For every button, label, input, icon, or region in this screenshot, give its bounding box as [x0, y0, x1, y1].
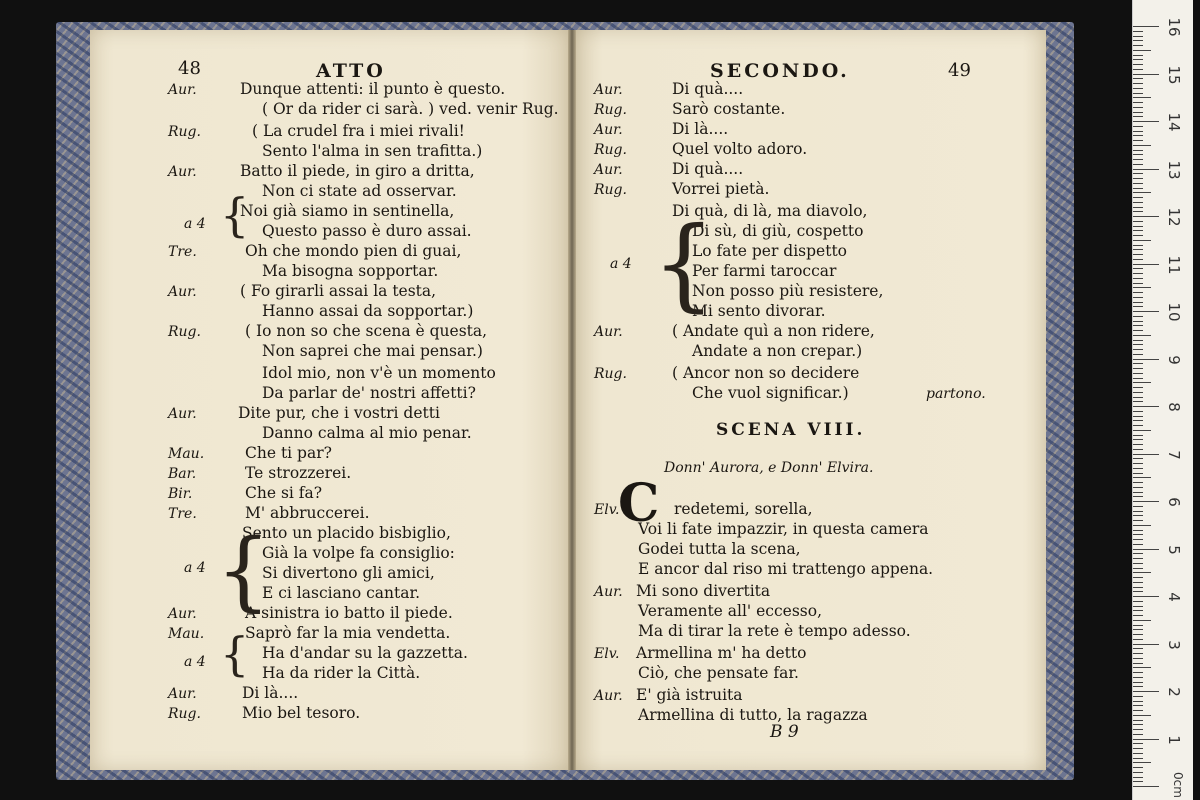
- verse-line: ( La crudel fra i miei rivali!: [252, 122, 465, 140]
- ruler-tick: [1133, 515, 1143, 516]
- ruler-tick: [1133, 36, 1143, 37]
- verse-line: Veramente all' eccesso,: [638, 602, 822, 620]
- ruler-tick: [1133, 715, 1151, 716]
- ruler-tick: [1133, 178, 1143, 179]
- ensemble-label: a 4: [184, 654, 206, 670]
- right-page: [574, 30, 1046, 770]
- ruler-tick: [1133, 83, 1143, 84]
- ruler-tick: [1133, 658, 1143, 659]
- ruler-tick: [1133, 777, 1143, 778]
- verse-line: Ciò, che pensate far.: [638, 664, 799, 682]
- ruler-tick: [1133, 701, 1143, 702]
- ruler-tick: [1133, 230, 1143, 231]
- ruler-tick: [1133, 31, 1143, 32]
- ruler-tick: [1133, 316, 1143, 317]
- ruler-tick: [1133, 273, 1143, 274]
- ruler-tick: [1133, 667, 1151, 668]
- speaker-label: Rug.: [168, 124, 201, 140]
- ruler-tick: [1133, 549, 1159, 550]
- ruler-tick: [1133, 202, 1143, 203]
- verse-line: Di quà, di là, ma diavolo,: [672, 202, 868, 220]
- measurement-ruler: [1132, 0, 1193, 800]
- speaker-label: Bir.: [168, 486, 193, 502]
- ruler-number: 11: [1165, 254, 1183, 275]
- verse-line: Quel volto adoro.: [672, 140, 808, 158]
- ruler-tick: [1133, 397, 1143, 398]
- ruler-number: 9: [1165, 354, 1183, 365]
- ruler-tick: [1133, 511, 1143, 512]
- ruler-tick: [1133, 587, 1143, 588]
- verse-line: Batto il piede, in giro a dritta,: [240, 162, 475, 180]
- ruler-tick: [1133, 354, 1143, 355]
- ruler-tick: [1133, 45, 1143, 46]
- ruler-tick: [1133, 211, 1143, 212]
- ruler-number: 15: [1165, 64, 1183, 85]
- ruler-tick: [1133, 173, 1143, 174]
- ruler-tick: [1133, 606, 1143, 607]
- ruler-number: 3: [1165, 639, 1183, 650]
- ruler-number: 14: [1165, 112, 1183, 132]
- ruler-tick: [1133, 40, 1143, 41]
- ruler-tick: [1133, 59, 1143, 60]
- ruler-tick: [1133, 131, 1143, 132]
- ensemble-label: a 4: [610, 256, 632, 272]
- ruler-tick: [1133, 226, 1143, 227]
- ruler-tick: [1133, 734, 1143, 735]
- ruler-number: 1: [1165, 734, 1183, 745]
- ruler-tick: [1133, 183, 1143, 184]
- ruler-tick: [1133, 306, 1143, 307]
- ruler-tick: [1133, 762, 1151, 763]
- ruler-tick: [1133, 582, 1143, 583]
- ruler-tick: [1133, 705, 1143, 706]
- ruler-tick: [1133, 69, 1143, 70]
- ruler-tick: [1133, 188, 1143, 189]
- ruler-tick: [1133, 786, 1159, 787]
- speaker-label: Aur.: [594, 324, 623, 340]
- verse-line: Ma di tirar la rete è tempo adesso.: [638, 622, 911, 640]
- ruler-tick: [1133, 639, 1143, 640]
- ruler-tick: [1133, 724, 1143, 725]
- verse-line: Lo fate per dispetto: [692, 242, 848, 260]
- speaker-label: Aur.: [168, 686, 197, 702]
- ruler-tick: [1133, 363, 1143, 364]
- scene-persons: Donn' Aurora, e Donn' Elvira.: [664, 460, 874, 476]
- verse-line: Non posso più resistere,: [692, 282, 884, 300]
- ruler-tick: [1133, 325, 1143, 326]
- verse-line: Non ci state ad osservar.: [262, 182, 457, 200]
- ruler-tick: [1133, 411, 1143, 412]
- ruler-tick: [1133, 169, 1159, 170]
- verse-line: Già la volpe fa consiglio:: [262, 544, 455, 562]
- ruler-tick: [1133, 287, 1151, 288]
- ruler-tick: [1133, 235, 1143, 236]
- ruler-tick: [1133, 311, 1159, 312]
- speaker-label: Aur.: [594, 162, 623, 178]
- ruler-tick: [1133, 563, 1143, 564]
- ruler-tick: [1133, 249, 1143, 250]
- verse-line: Idol mio, non v'è un momento: [262, 364, 496, 382]
- verse-line: E' già istruita: [636, 686, 743, 704]
- brace-symbol: {: [652, 205, 716, 322]
- verse-line: Mi sento divorar.: [692, 302, 826, 320]
- ruler-tick: [1133, 648, 1143, 649]
- verse-line: Di quà....: [672, 80, 744, 98]
- page-number: 49: [948, 60, 971, 81]
- verse-line: Te strozzerei.: [245, 464, 352, 482]
- ruler-tick: [1133, 525, 1151, 526]
- speaker-label: Elv.: [594, 646, 620, 662]
- ruler-tick: [1133, 596, 1159, 597]
- speaker-label: Aur.: [168, 284, 197, 300]
- verse-line: Sarò costante.: [672, 100, 786, 118]
- verse-line: Che si fa?: [245, 484, 323, 502]
- speaker-label: Rug.: [168, 706, 201, 722]
- ruler-tick: [1133, 748, 1143, 749]
- verse-line: ( Fo girarli assai la testa,: [240, 282, 437, 300]
- ruler-number: 2: [1165, 687, 1183, 697]
- ruler-tick: [1133, 487, 1143, 488]
- page-number: 48: [178, 58, 201, 79]
- verse-line: M' abbruccerei.: [245, 504, 370, 522]
- scene-title: SCENA VIII.: [716, 420, 866, 440]
- ruler-number: 10: [1165, 302, 1183, 322]
- ruler-tick: [1133, 449, 1143, 450]
- ruler-tick: [1133, 207, 1143, 208]
- left-page: [90, 30, 570, 770]
- ruler-tick: [1133, 349, 1143, 350]
- ruler-tick: [1133, 340, 1143, 341]
- ruler-tick: [1133, 135, 1143, 136]
- ruler-tick: [1133, 696, 1143, 697]
- verse-line: Godei tutta la scena,: [638, 540, 801, 558]
- verse-line: ( Io non so che scena è questa,: [245, 322, 488, 340]
- speaker-label: Aur.: [168, 82, 197, 98]
- speaker-label: Mau.: [168, 446, 205, 462]
- ruler-tick: [1133, 458, 1143, 459]
- verse-line: Sento un placido bisbiglio,: [242, 524, 451, 542]
- ruler-tick: [1133, 55, 1143, 56]
- ruler-tick: [1133, 492, 1143, 493]
- verse-line: ( Andate quì a non ridere,: [672, 322, 875, 340]
- verse-line: Andate a non crepar.): [692, 342, 863, 360]
- ruler-unit-label: 0cm: [1170, 772, 1185, 798]
- ruler-tick: [1133, 729, 1143, 730]
- ruler-tick: [1133, 387, 1143, 388]
- ruler-tick: [1133, 240, 1151, 241]
- verse-line: Che vuol significar.): [692, 384, 849, 402]
- ruler-tick: [1133, 629, 1143, 630]
- speaker-label: Aur.: [594, 688, 623, 704]
- ruler-tick: [1133, 520, 1143, 521]
- verse-line: Ha da rider la Città.: [262, 664, 421, 682]
- ruler-tick: [1133, 78, 1143, 79]
- ruler-tick: [1133, 154, 1143, 155]
- verse-line: Dunque attenti: il punto è questo.: [240, 80, 506, 98]
- verse-line: Vorrei pietà.: [672, 180, 770, 198]
- running-head: ATTO: [316, 60, 386, 82]
- ruler-number: 13: [1165, 159, 1183, 180]
- ruler-tick: [1133, 720, 1143, 721]
- ruler-tick: [1133, 710, 1143, 711]
- signature-mark: B 9: [770, 722, 799, 742]
- ruler-tick: [1133, 743, 1143, 744]
- ruler-tick: [1133, 468, 1143, 469]
- ruler-tick: [1133, 283, 1143, 284]
- verse-line: Hanno assai da sopportar.): [262, 302, 474, 320]
- ruler-tick: [1133, 264, 1159, 265]
- ruler-tick: [1133, 74, 1159, 75]
- verse-line: Di quà....: [672, 160, 744, 178]
- verse-line: Mi sono divertita: [636, 582, 771, 600]
- drop-cap: C: [618, 473, 660, 534]
- ruler-tick: [1133, 254, 1143, 255]
- ruler-tick: [1133, 116, 1143, 117]
- ruler-number: 6: [1165, 497, 1183, 507]
- verse-line: Armellina di tutto, la ragazza: [638, 706, 868, 724]
- ruler-number: 8: [1165, 402, 1183, 412]
- ruler-tick: [1133, 302, 1143, 303]
- ruler-tick: [1133, 164, 1143, 165]
- book-gutter: [568, 30, 576, 770]
- ruler-tick: [1133, 102, 1143, 103]
- verse-line: E ancor dal riso mi trattengo appena.: [638, 560, 934, 578]
- ruler-tick: [1133, 112, 1143, 113]
- verse-line: Di là....: [242, 684, 299, 702]
- verse-line: Dite pur, che i vostri detti: [238, 404, 440, 422]
- verse-line: Per farmi taroccar: [692, 262, 837, 280]
- speaker-label: Tre.: [168, 506, 197, 522]
- ruler-tick: [1133, 682, 1143, 683]
- ruler-tick: [1133, 644, 1159, 645]
- speaker-label: Aur.: [594, 82, 623, 98]
- ruler-tick: [1133, 591, 1143, 592]
- ruler-tick: [1133, 572, 1151, 573]
- speaker-label: Aur.: [168, 164, 197, 180]
- ruler-tick: [1133, 221, 1143, 222]
- ruler-tick: [1133, 245, 1143, 246]
- ruler-tick: [1133, 444, 1143, 445]
- ruler-tick: [1133, 368, 1143, 369]
- ruler-tick: [1133, 663, 1143, 664]
- ruler-tick: [1133, 392, 1143, 393]
- verse-line: ( Ancor non so decidere: [672, 364, 860, 382]
- verse-line: ( Or da rider ci sarà. ) ved. venir Rug.: [262, 100, 559, 118]
- ruler-tick: [1133, 97, 1151, 98]
- ruler-tick: [1133, 558, 1143, 559]
- verse-line: Di sù, di giù, cospetto: [692, 222, 864, 240]
- verse-line: E ci lasciano cantar.: [262, 584, 421, 602]
- verse-line: Danno calma al mio penar.: [262, 424, 472, 442]
- ruler-tick: [1133, 359, 1159, 360]
- ruler-number: 5: [1165, 544, 1183, 555]
- ruler-tick: [1133, 686, 1143, 687]
- speaker-label: Rug.: [168, 324, 201, 340]
- verse-line: Questo passo è duro assai.: [262, 222, 472, 240]
- ruler-tick: [1133, 568, 1143, 569]
- ruler-tick: [1133, 482, 1143, 483]
- verse-line: Armellina m' ha detto: [636, 644, 807, 662]
- verse-line: Da parlar de' nostri affetti?: [262, 384, 476, 402]
- ruler-number: 16: [1165, 17, 1183, 37]
- ruler-tick: [1133, 373, 1143, 374]
- ruler-tick: [1133, 772, 1143, 773]
- ruler-tick: [1133, 477, 1151, 478]
- ruler-tick: [1133, 620, 1151, 621]
- brace-symbol: {: [220, 188, 250, 242]
- ruler-tick: [1133, 140, 1143, 141]
- ruler-tick: [1133, 677, 1143, 678]
- ruler-tick: [1133, 610, 1143, 611]
- ruler-tick: [1133, 321, 1143, 322]
- brace-symbol: {: [216, 521, 271, 621]
- ruler-tick: [1133, 781, 1143, 782]
- ruler-tick: [1133, 435, 1143, 436]
- ruler-tick: [1133, 758, 1143, 759]
- ruler-tick: [1133, 278, 1143, 279]
- verse-line: Voi li fate impazzir, in questa camera: [638, 520, 929, 538]
- ruler-tick: [1133, 121, 1159, 122]
- ruler-tick: [1133, 601, 1143, 602]
- ruler-tick: [1133, 26, 1159, 27]
- ruler-tick: [1133, 416, 1143, 417]
- verse-line: Noi già siamo in sentinella,: [240, 202, 455, 220]
- verse-line: Oh che mondo pien di guai,: [245, 242, 462, 260]
- ruler-tick: [1133, 653, 1143, 654]
- speaker-label: Tre.: [168, 244, 197, 260]
- verse-line: Ha d'andar su la gazzetta.: [262, 644, 468, 662]
- ruler-tick: [1133, 64, 1143, 65]
- speaker-label: Aur.: [594, 122, 623, 138]
- ruler-tick: [1133, 382, 1151, 383]
- ruler-tick: [1133, 344, 1143, 345]
- ruler-tick: [1133, 544, 1143, 545]
- ruler-number: 12: [1165, 207, 1183, 227]
- ruler-tick: [1133, 691, 1159, 692]
- verse-line: Saprò far la mia vendetta.: [245, 624, 451, 642]
- ruler-tick: [1133, 454, 1159, 455]
- ruler-tick: [1133, 672, 1143, 673]
- speaker-label: Aur.: [594, 584, 623, 600]
- ruler-tick: [1133, 93, 1143, 94]
- ruler-tick: [1133, 463, 1143, 464]
- brace-symbol: {: [220, 627, 250, 681]
- verse-line: Sento l'alma in sen trafitta.): [262, 142, 483, 160]
- ruler-tick: [1133, 425, 1143, 426]
- verse-line: Che ti par?: [245, 444, 332, 462]
- ruler-tick: [1133, 406, 1159, 407]
- ruler-tick: [1133, 268, 1143, 269]
- ruler-tick: [1133, 150, 1143, 151]
- ruler-tick: [1133, 330, 1143, 331]
- ruler-tick: [1133, 192, 1151, 193]
- speaker-label: Mau.: [168, 626, 205, 642]
- ruler-tick: [1133, 126, 1143, 127]
- ruler-tick: [1133, 439, 1143, 440]
- ruler-tick: [1133, 145, 1151, 146]
- ruler-tick: [1133, 216, 1159, 217]
- ensemble-label: a 4: [184, 216, 206, 232]
- ruler-tick: [1133, 634, 1143, 635]
- speaker-label: Aur.: [168, 406, 197, 422]
- ruler-tick: [1133, 506, 1143, 507]
- ruler-tick: [1133, 50, 1151, 51]
- speaker-label: Bar.: [168, 466, 197, 482]
- ruler-number: 4: [1165, 592, 1183, 602]
- stage-direction: partono.: [926, 386, 986, 402]
- ruler-tick: [1133, 297, 1143, 298]
- ruler-tick: [1133, 753, 1143, 754]
- ruler-tick: [1133, 378, 1143, 379]
- verse-line: Ma bisogna sopportar.: [262, 262, 439, 280]
- ruler-tick: [1133, 401, 1143, 402]
- speaker-label: Rug.: [594, 102, 627, 118]
- ruler-tick: [1133, 259, 1143, 260]
- ruler-tick: [1133, 739, 1159, 740]
- ruler-tick: [1133, 577, 1143, 578]
- ruler-tick: [1133, 107, 1143, 108]
- verse-line: Mio bel tesoro.: [242, 704, 361, 722]
- ruler-tick: [1133, 767, 1143, 768]
- speaker-label: Aur.: [168, 606, 197, 622]
- ruler-tick: [1133, 197, 1143, 198]
- ruler-tick: [1133, 159, 1143, 160]
- ruler-tick: [1133, 496, 1143, 497]
- running-head: SECONDO.: [710, 60, 850, 82]
- verse-line: Di là....: [672, 120, 729, 138]
- ruler-tick: [1133, 501, 1159, 502]
- ruler-tick: [1133, 473, 1143, 474]
- speaker-label: Rug.: [594, 182, 627, 198]
- verse-line: Si divertono gli amici,: [262, 564, 435, 582]
- ruler-tick: [1133, 530, 1143, 531]
- ruler-tick: [1133, 534, 1143, 535]
- ruler-tick: [1133, 88, 1143, 89]
- speaker-label: Rug.: [594, 142, 627, 158]
- ruler-tick: [1133, 430, 1151, 431]
- ruler-number: 7: [1165, 449, 1183, 460]
- verse-line: A sinistra io batto il piede.: [245, 604, 453, 622]
- ruler-tick: [1133, 553, 1143, 554]
- speaker-label: Elv.: [594, 502, 620, 518]
- verse-line: Non saprei che mai pensar.): [262, 342, 483, 360]
- speaker-label: Rug.: [594, 366, 627, 382]
- ruler-tick: [1133, 420, 1143, 421]
- ruler-tick: [1133, 539, 1143, 540]
- verse-line: redetemi, sorella,: [674, 500, 813, 518]
- ruler-tick: [1133, 625, 1143, 626]
- ensemble-label: a 4: [184, 560, 206, 576]
- ruler-tick: [1133, 292, 1143, 293]
- ruler-tick: [1133, 615, 1143, 616]
- ruler-tick: [1133, 335, 1151, 336]
